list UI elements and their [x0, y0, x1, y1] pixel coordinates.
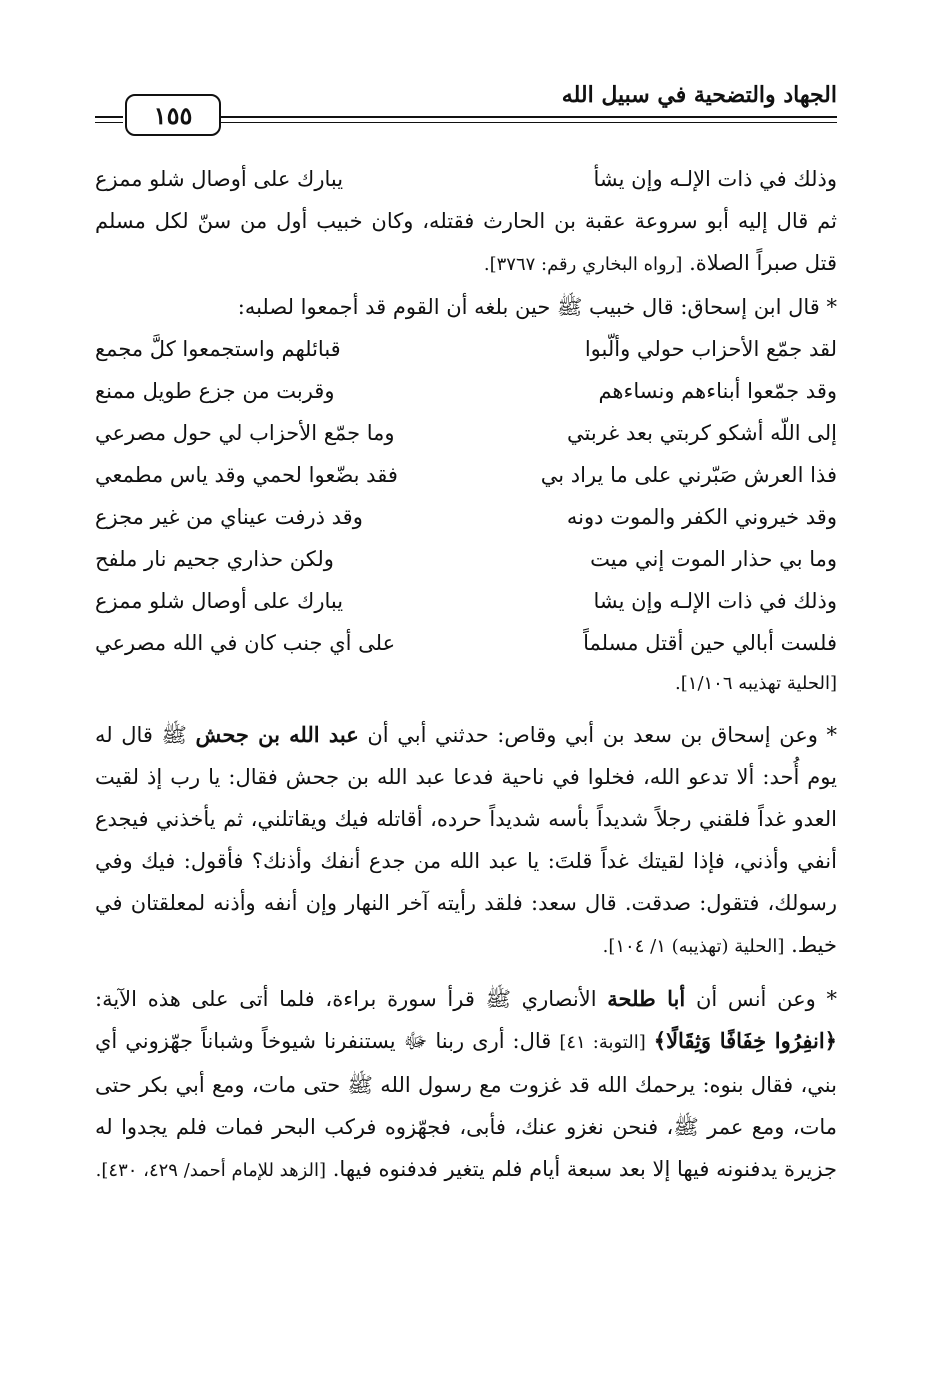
citation: [الحلية (تهذيبه) ١/ ١٠٤].	[602, 936, 785, 957]
paragraph-text: قال: أرى ربنا ﷻ يستنفرنا شيوخاً وشباناً جهّزوني أي بني، فقال بنوه: يرحمك الله قد غزوت مع رسول الله ﷺ حتى مات، ومع أبي بكر حتى مات، ومع عمر ﷺ، فنحن نغزو عنك، فأبى، فجهّزوه فركب البحر فمات فلم يجدوا له جزيرة يدفنونه فيها إلا بعد سبعة أيام فلم يتغير فدفنوه فيها.	[95, 1029, 837, 1181]
paragraph-lead: * وعن أنس أن	[695, 987, 837, 1011]
paragraph-text: ﷺ قال له يوم أُحد: ألا تدعو الله، فخلوا في ناحية فدعا عبد الله بن جحش فقال: يا رب إذ لقيت العدو غداً فلقني رجلاً شديداً بأسه شديداً حرده، أقاتله فيك ويقاتلني، ثم يأخذني فيجدع أنفي وأذني، فإذا لقيتك غداً قلتَ: يا عبد الله من جدع أنفك وأذنك؟ فأقول: فيك وفي رسولك، فتقول: صدقت. قال سعد: فلقد رأيته آخر النهار وإن أنفه وأذنه لمعلقتان في خيط.	[95, 723, 837, 957]
person-name: أبا طلحة	[607, 986, 686, 1011]
page-header	[95, 72, 837, 132]
verse-second-hemistich: وقد ذرفت عيناي من غير مجزع	[95, 505, 363, 529]
verse-line	[95, 454, 837, 496]
running-title: الجهاد والتضحية في سبيل الله	[561, 82, 837, 108]
paragraph-text: * قال ابن إسحاق: قال خبيب ﷺ حين بلغه أن القوم قد أجمعوا لصلبه:	[237, 295, 837, 319]
paragraph	[95, 200, 837, 286]
paragraph	[95, 286, 837, 328]
verse-first-hemistich: وذلك في ذات الإلـه وإن يشا	[593, 589, 837, 613]
verse-line	[95, 328, 837, 370]
verse-second-hemistich: ولكن حذاري جحيم نار ملفح	[95, 547, 334, 571]
quran-verse: ﴿انفِرُوا خِفَافًا وَثِقَالًا﴾	[653, 1028, 837, 1053]
citation: [الحلية تهذيبه ١/١٠٦].	[675, 673, 837, 694]
paragraph	[95, 714, 837, 968]
page-body	[95, 158, 837, 1192]
header-rule	[220, 116, 837, 123]
poem	[95, 328, 837, 664]
verse-line	[95, 158, 837, 200]
verse-first-hemistich: فذا العرش صَبّرني على ما يراد بي	[540, 463, 837, 487]
paragraph-text: الأنصاري ﷺ قرأ سورة براءة، فلما أتى على هذه الآية:	[95, 987, 597, 1011]
verse-line	[95, 370, 837, 412]
verse-second-hemistich: قبائلهم واستجمعوا كلَّ مجمع	[95, 337, 341, 361]
verse-first-hemistich: وما بي حذار الموت إني ميت	[590, 547, 837, 571]
verse-first-hemistich: وذلك في ذات الإلـه وإن يشأ	[593, 167, 837, 191]
person-name: عبد الله بن جحش	[195, 722, 359, 747]
verse-first-hemistich: فلست أبالي حين أقتل مسلماً	[583, 631, 837, 655]
verse-line	[95, 580, 837, 622]
verse-line	[95, 622, 837, 664]
verse-first-hemistich: وقد خيروني الكفر والموت دونه	[566, 505, 837, 529]
paragraph-lead: * وعن إسحاق بن سعد بن أبي وقاص: حدثني أبي أن	[367, 723, 837, 747]
verse-line	[95, 538, 837, 580]
paragraph-text: ثم قال إليه أبو سروعة عقبة بن الحارث فقتله، وكان خبيب أول من سنّ لكل مسلم قتل صبراً الصلاة.	[95, 209, 837, 275]
page-number: ١٥٥	[125, 94, 221, 136]
verse-second-hemistich: وما جمّع الأحزاب لي حول مصرعي	[95, 421, 395, 445]
verse-line	[95, 412, 837, 454]
verse-second-hemistich: يبارك على أوصال شلو ممزع	[95, 167, 344, 191]
verse-second-hemistich: يبارك على أوصال شلو ممزع	[95, 589, 344, 613]
verse-first-hemistich: لقد جمّع الأحزاب حولي وألّبوا	[584, 337, 837, 361]
verse-second-hemistich: على أي جنب كان في الله مصرعي	[95, 631, 396, 655]
verse-line	[95, 496, 837, 538]
citation: [الزهد للإمام أحمد/ ٤٢٩، ٤٣٠].	[95, 1160, 327, 1181]
verse-first-hemistich: وقد جمّعوا أبناءهم ونساءهم	[598, 379, 837, 403]
paragraph	[95, 978, 837, 1192]
header-rule-short	[95, 116, 123, 123]
verse-first-hemistich: إلى اللّه أشكو كربتي بعد غربتي	[567, 421, 837, 445]
citation: [رواه البخاري رقم: ٣٧٦٧].	[483, 254, 683, 275]
verse-second-hemistich: فقد بضّعوا لحمي وقد ياس مطمعي	[95, 463, 398, 487]
quran-reference: [التوبة: ٤١]	[559, 1032, 646, 1053]
verse-second-hemistich: وقربت من جزع طويل ممنع	[95, 379, 335, 403]
